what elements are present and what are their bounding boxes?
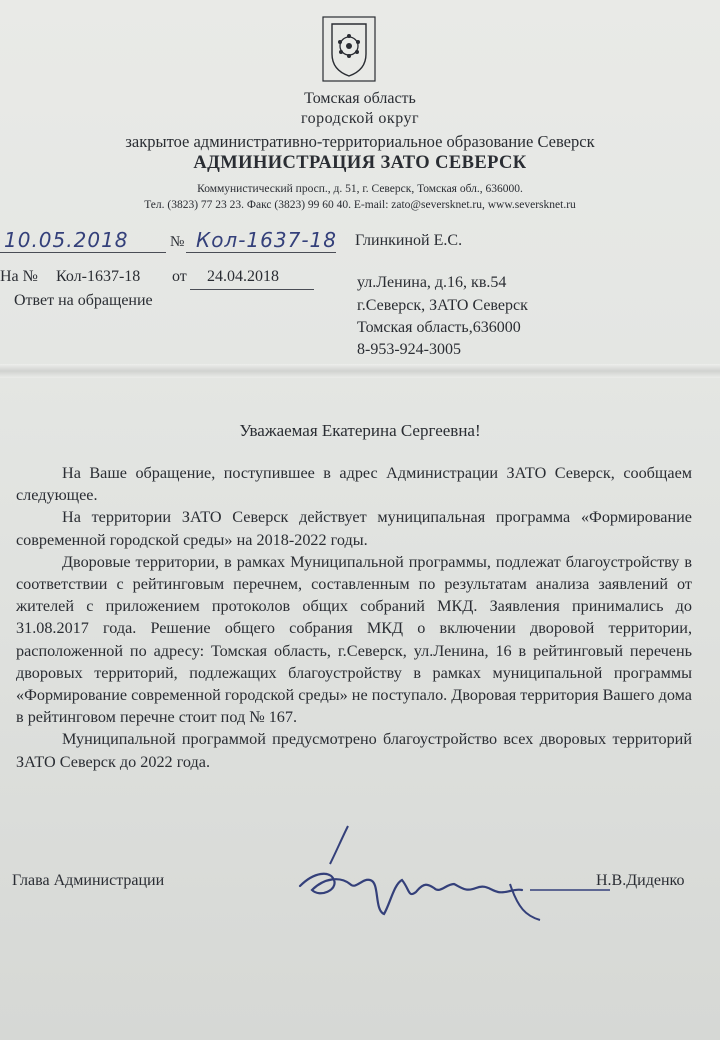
letterhead-region: Томская область <box>304 90 416 107</box>
body-paragraph: Дворовые территории, в рамках Муниципальной программы, подлежат благоустройству в соответствии с рейтинговым перечнем, составленным по результатам анализа заявлений от жителей с приложением протоколов общих собраний МКД. Заявления принимались до 31.08.2017 года. Решение общего собрания МКД о включении дворовой территории, расположенной по адресу: Томская область, г.Северск, ул.Ленина, 16 в рейтинговый перечень дворовых территорий, подлежащих благоустройству в рамках муниципальной программы «Формирование современной городской среды» не поступало. Дворовая территория Вашего дома в рейтинговом перечне стоит под № 167. <box>16 552 692 727</box>
reference-date-underline <box>190 289 314 290</box>
coat-of-arms-icon <box>322 16 376 82</box>
letterhead-admin: АДМИНИСТРАЦИЯ ЗАТО СЕВЕРСК <box>193 153 527 173</box>
addressee-line: 8-953-924-3005 <box>357 341 461 358</box>
reference-number: Кол-1637-18 <box>56 268 141 285</box>
handwritten-signature <box>290 818 620 938</box>
letterhead-address: Коммунистический просп., д. 51, г. Северск, Томская обл., 636000. <box>197 183 523 195</box>
outgoing-date-underline <box>0 252 166 253</box>
letterhead-zato: закрытое административно-территориальное образование Северск <box>125 132 595 151</box>
letter-body <box>16 462 692 773</box>
reference-ot: от <box>172 268 187 285</box>
addressee-name: Глинкиной Е.С. <box>355 232 463 249</box>
signatory-name: Н.В.Диденко <box>596 872 685 889</box>
outgoing-number-label: № <box>170 234 185 250</box>
addressee-line: ул.Ленина, д.16, кв.54 <box>357 274 507 291</box>
reference-label: На № <box>0 268 38 285</box>
outgoing-date: 10.05.2018 <box>4 228 129 252</box>
signatory-position: Глава Администрации <box>12 872 165 889</box>
reference-date: 24.04.2018 <box>207 268 279 285</box>
letterhead-contacts: Тел. (3823) 77 23 23. Факс (3823) 99 60 40. E-mail: zato@seversknet.ru, www.seversknet.ru <box>144 199 576 211</box>
outgoing-number-underline <box>186 252 336 253</box>
letterhead-okrug: городской округ <box>300 110 420 127</box>
addressee-line: г.Северск, ЗАТО Северск <box>357 297 528 314</box>
body-paragraph: На Ваше обращение, поступившее в адрес Администрации ЗАТО Северск, сообщаем следующее. <box>16 464 692 505</box>
body-paragraph: На территории ЗАТО Северск действует муниципальная программа «Формирование современной городской среды» на 2018-2022 годы. <box>16 508 692 549</box>
body-paragraph: Муниципальной программой предусмотрено благоустройство всех дворовых территорий ЗАТО Северск до 2022 года. <box>16 730 692 771</box>
addressee-line: Томская область,636000 <box>357 319 521 336</box>
outgoing-number: Кол-1637-18 <box>196 228 337 252</box>
reference-subject: Ответ на обращение <box>14 292 153 309</box>
greeting: Уважаемая Екатерина Сергеевна! <box>239 421 481 440</box>
paper-fold <box>0 364 720 378</box>
